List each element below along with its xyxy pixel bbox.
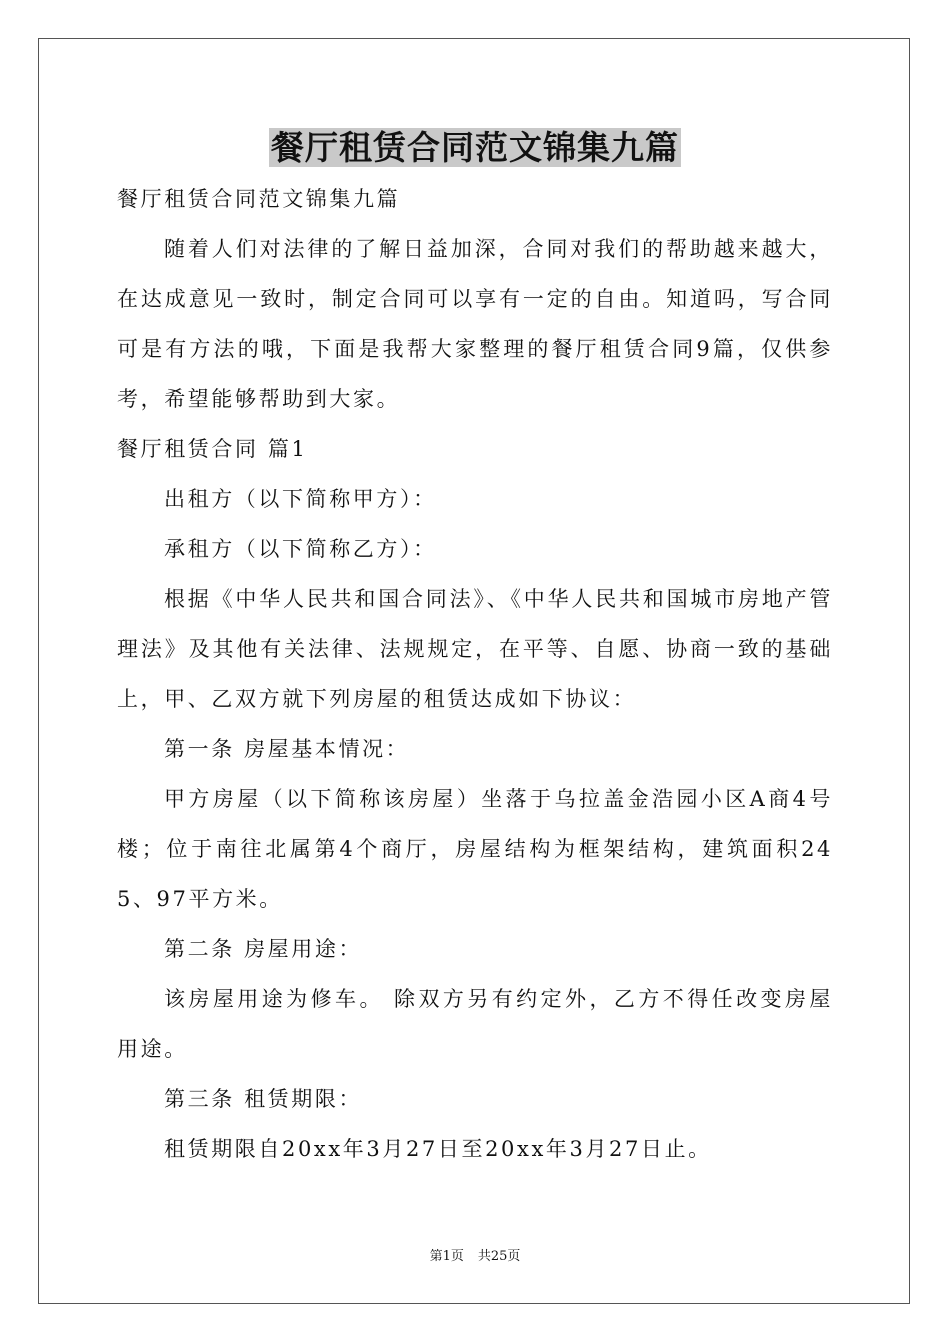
paragraph-intro: 随着人们对法律的了解日益加深，合同对我们的帮助越来越大，在达成意见一致时，制定合同可以享有一定的自由。知道吗，写合同可是有方法的哦，下面是我帮大家整理的餐厅租赁合同9篇，仅供参考，希望能够帮助到大家。	[117, 237, 833, 411]
paragraph-legal-basis: 根据《中华人民共和国合同法》、《中华人民共和国城市房地产管理法》及其他有关法律、法规规定，在平等、自愿、协商一致的基础上，甲、乙双方就下列房屋的租赁达成如下协议：	[117, 587, 833, 711]
article-3-heading: 第三条 租赁期限：	[164, 1087, 363, 1111]
article-2-heading: 第二条 房屋用途：	[164, 937, 363, 961]
section-heading: 餐厅租赁合同 篇1	[117, 437, 308, 461]
page-number: 第1页	[429, 1249, 464, 1264]
article-1-heading: 第一条 房屋基本情况：	[164, 737, 410, 761]
document-title-text: 餐厅租赁合同范文锦集九篇	[271, 128, 679, 167]
article-3-body: 租赁期限自20xx年3月27日至20xx年3月27日止。	[164, 1137, 712, 1161]
paragraph-subtitle: 餐厅租赁合同范文锦集九篇	[117, 187, 401, 211]
article-1-body: 甲方房屋（以下简称该房屋）坐落于乌拉盖金浩园小区A商4号楼；位于南往北属第4个商厅，房屋结构为框架结构，建筑面积245、97平方米。	[117, 787, 833, 911]
page-footer	[0, 1248, 950, 1266]
paragraph-lessee: 承租方（以下简称乙方）：	[164, 537, 437, 561]
document-title	[0, 125, 950, 171]
document-body	[117, 174, 833, 1174]
paragraph-lessor: 出租方（以下简称甲方）：	[164, 487, 437, 511]
page-total: 共25页	[477, 1249, 521, 1264]
article-2-body: 该房屋用途为修车。 除双方另有约定外，乙方不得任改变房屋用途。	[117, 987, 833, 1061]
